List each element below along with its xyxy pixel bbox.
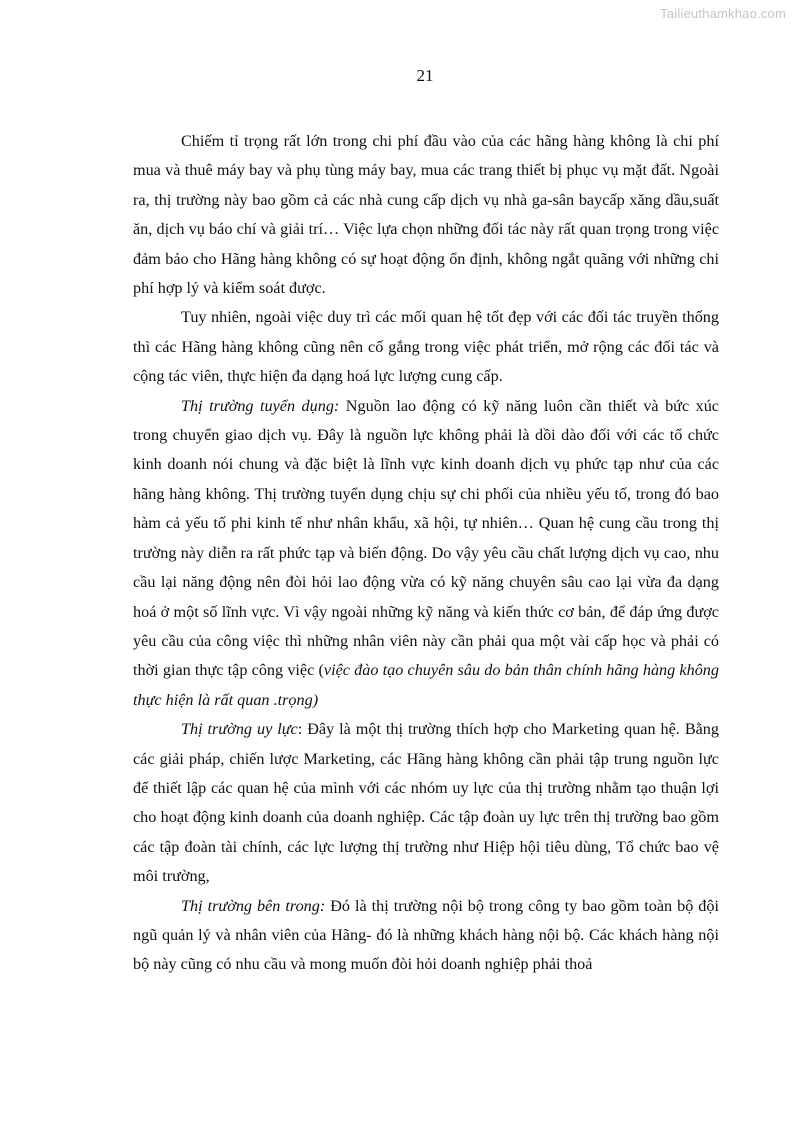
paragraph-influence-market	[133, 715, 719, 891]
paragraph-text: Đó là thị trường nội bộ trong công ty bao gồm toàn bộ đội ngũ quản lý và nhân viên của Hãng- đó là những khách hàng nội bộ. Các khách hàng nội bộ này cũng có nhu cầu và mong muốn đòi hỏi doanh nghiệp phải thoả	[133, 896, 719, 974]
paragraph-text: Nguồn lao động có kỹ năng luôn cần thiết và bức xúc trong chuyển giao dịch vụ. Đây là nguồn lực không phải là dồi dào đối với các tổ chức kinh doanh nói chung và đặc biệt là lĩnh vực kinh doanh dịch vụ phức tạp như của các hãng hàng không. Thị trường tuyển dụng chịu sự chi phối của nhiều yếu tố, trong đó bao hàm cả yếu tố phi kinh tế như nhân khẩu, xã hội, tự nhiên… Quan hệ cung cầu trong thị trường này diễn ra rất phức tạp và biến động. Do vậy yêu cầu chất lượng dịch vụ cao, nhu cầu lại năng động nên đòi hỏi lao động vừa có kỹ năng chuyên sâu cao lại vừa đa dạng hoá ở một số lĩnh vực. Vì vậy ngoài những kỹ năng và kiến thức cơ bản, để đáp ứng được yêu cầu của công việc thì những nhân viên này cần phải qua một vài cấp học và phải có thời gian thực tập công việc (	[133, 396, 719, 680]
paragraph-recruitment-market	[133, 392, 719, 715]
page-number: 21	[416, 66, 434, 85]
paragraph-suppliers	[133, 127, 719, 303]
paragraph-italic-note: việc đào tạo chuyên sâu do bản thân chính hãng hàng không thực hiện là rất quan .trọng)	[133, 661, 719, 709]
paragraph-lead: Thị trường uy lực	[181, 720, 298, 739]
paragraph-text: Tuy nhiên, ngoài việc duy trì các mối quan hệ tốt đẹp với các đối tác truyền thống thì các Hãng hàng không cũng nên cố gắng trong việc phát triển, mở rộng các đối tác và cộng tác viên, thực hiện đa dạng hoá lực lượng cung cấp.	[133, 308, 719, 386]
paragraph-lead: Thị trường bên trong:	[181, 896, 326, 915]
paragraph-text: : Đây là một thị trường thích hợp cho Marketing quan hệ. Bằng các giải pháp, chiến lược Marketing, các Hãng hàng không cần phải tập trung nguồn lực để thiết lập các quan hệ của mình với các nhóm uy lực của thị trường nhằm tạo thuận lợi cho hoạt động kinh doanh của doanh nghiệp. Các tập đoàn uy lực trên thị trường bao gồm các tập đoàn tài chính, các lực lượng thị trường như Hiệp hội tiêu dùng, Tổ chức bao vệ môi trường,	[133, 720, 719, 886]
paragraph-internal-market	[133, 892, 719, 980]
document-body	[133, 127, 719, 980]
paragraph-text: Chiếm tỉ trọng rất lớn trong chi phí đầu vào của các hãng hàng không là chi phí mua và thuê máy bay và phụ tùng máy bay, mua các trang thiết bị phục vụ mặt đất. Ngoài ra, thị trường này bao gồm cả các nhà cung cấp dịch vụ nhà ga-sân baycấp xăng dầu,suất ăn, dịch vụ báo chí và giải trí… Việc lựa chọn những đối tác này rất quan trọng trong việc đảm bảo cho Hãng hàng không có sự hoạt động ổn định, không ngắt quãng với những chi phí hợp lý và kiểm soát được.	[133, 132, 719, 298]
watermark: Tailieuthamkhao.com	[660, 6, 786, 21]
paragraph-lead: Thị trường tuyển dụng:	[181, 396, 340, 415]
paragraph-partners	[133, 303, 719, 391]
